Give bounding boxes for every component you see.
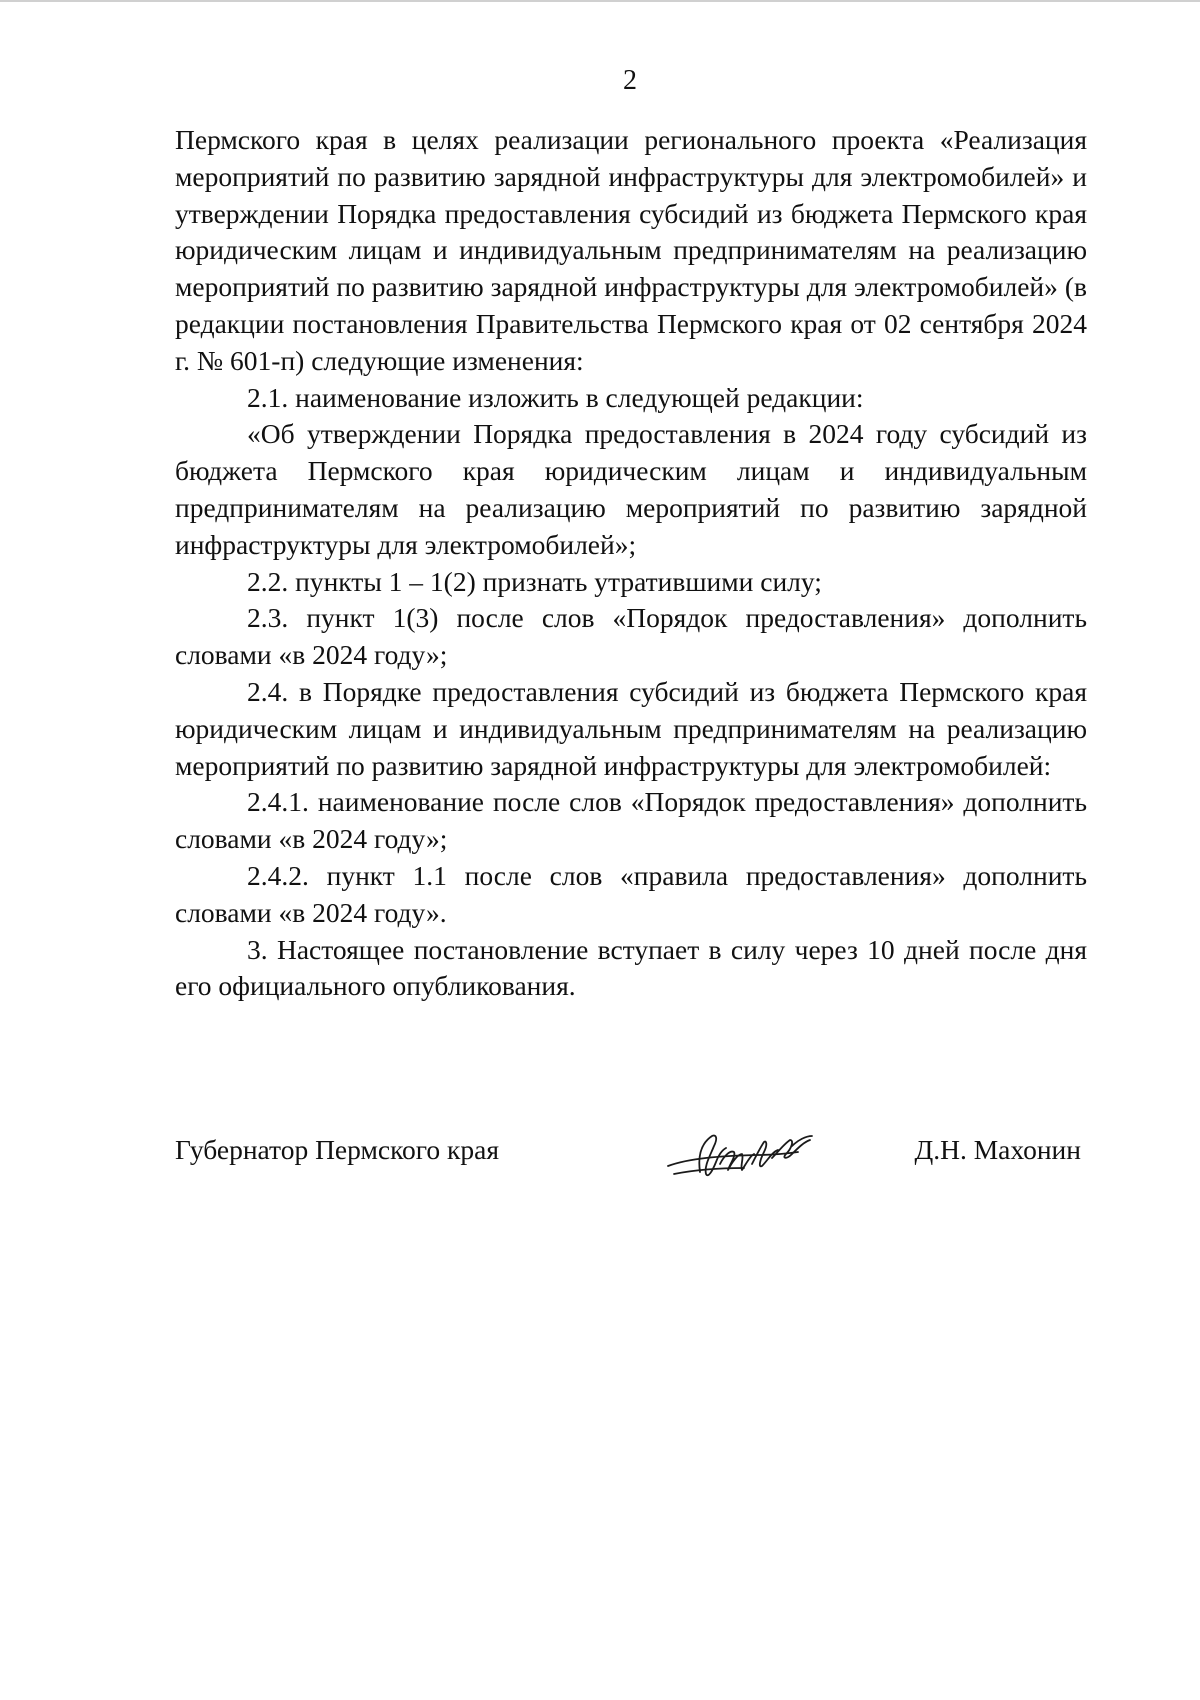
document-body (175, 122, 1087, 1005)
signature-block (175, 1132, 1087, 1178)
paragraph-2-4-2: 2.4.2. пункт 1.1 после слов «правила предоставления» дополнить словами «в 2024 году». (175, 859, 1087, 928)
paragraph-2-1: 2.1. наименование изложить в следующей редакции: (247, 381, 864, 413)
page-top-edge (0, 0, 1200, 2)
page-number: 2 (623, 65, 637, 96)
paragraph-2-2: 2.2. пункты 1 – 1(2) признать утратившими силу; (247, 565, 822, 597)
paragraph-2-4-1: 2.4.1. наименование после слов «Порядок предоставления» дополнить словами «в 2024 году»; (175, 786, 1087, 855)
signatory-name: Д.Н. Махонин (914, 1134, 1081, 1165)
handwritten-signature (660, 1128, 820, 1186)
signatory-position: Губернатор Пермского края (175, 1134, 499, 1165)
paragraph-2-3: 2.3. пункт 1(3) после слов «Порядок предоставления» дополнить словами «в 2024 году»; (175, 602, 1087, 671)
paragraph-continuation: Пермского края в целях реализации регионального проекта «Реализация мероприятий по развитию зарядной инфраструктуры для электромобилей» и утверждении Порядка предоставления субсидий из бюджета Пермского края юридическим лицам и индивидуальным предпринимателям на реализацию мероприятий по развитию зарядной инфраструктуры для электромобилей» (в редакции постановления Правительства Пермского края от 02 сентября 2024 г. № 601-п) следующие изменения: (175, 124, 1087, 376)
paragraph-3: 3. Настоящее постановление вступает в силу через 10 дней после дня его официального опубликования. (175, 933, 1087, 1002)
paragraph-new-title: «Об утверждении Порядка предоставления в 2024 году субсидий из бюджета Пермского края юридическим лицам и индивидуальным предпринимателям на реализацию мероприятий по развитию зарядной инфраструктуры для электромобилей»; (175, 418, 1087, 560)
paragraph-2-4: 2.4. в Порядке предоставления субсидий из бюджета Пермского края юридическим лицам и индивидуальным предпринимателям на реализацию мероприятий по развитию зарядной инфраструктуры для электромобилей: (175, 675, 1087, 781)
